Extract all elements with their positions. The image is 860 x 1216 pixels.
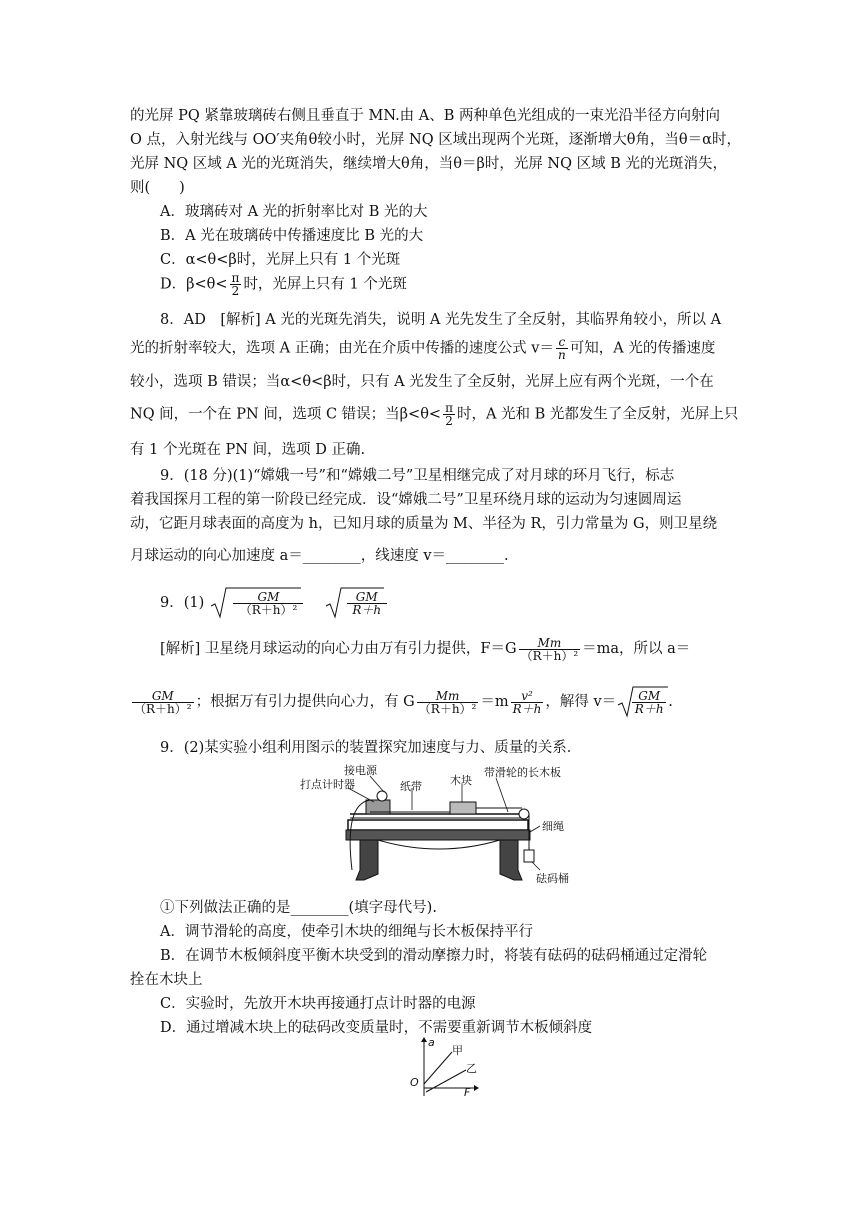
q8-stem-line-3: 光屏 NQ 区域 A 光的光斑消失，继续增大θ角，当θ＝β时，光屏 NQ 区域 B 光的光斑消失， xyxy=(130,156,727,172)
label-rope: 细绳 xyxy=(542,820,564,833)
q9-explanation-text: ＝m xyxy=(480,694,509,710)
q8-answer-text-cont: 时，A 光和 B 光都发生了全反射，光屏上只 xyxy=(456,406,739,423)
q8-answer-line-2 xyxy=(130,336,730,361)
label-bucket: 砝码桶 xyxy=(536,872,569,885)
fraction-denominator: （R＋h）² xyxy=(418,701,477,716)
q8-stem-line-1: 的光屏 PQ 紧靠玻璃砖右侧且垂直于 MN.由 A、B 两种单色光组成的一束光沿半径方向射向 xyxy=(130,108,721,124)
fraction-numerator: Mm xyxy=(417,690,479,703)
gm-over-rh2-fraction xyxy=(233,591,303,616)
fraction-numerator: GM xyxy=(233,591,303,604)
fraction-numerator: π xyxy=(231,271,240,285)
fraction-numerator: GM xyxy=(132,690,194,703)
q8-option-d-prefix: D．β<θ< xyxy=(160,276,228,293)
gm-over-rh-fraction xyxy=(632,690,666,715)
axis-label-f: F xyxy=(464,1086,471,1099)
line-label-jia: 甲 xyxy=(452,1044,463,1057)
fraction-numerator: Mm xyxy=(519,637,581,650)
fraction-denominator: （R＋h）² xyxy=(239,602,298,617)
q8-answer-line-5: 有 1 个光斑在 PN 间，选项 D 正确. xyxy=(130,442,366,458)
mm-over-rh2-fraction xyxy=(519,637,581,662)
q9-explanation-period: . xyxy=(668,694,673,710)
q9-2-option-a: A．调节滑轮的高度，使牵引木块的细绳与长木板保持平行 xyxy=(160,924,533,940)
fraction-numerator: v² xyxy=(511,690,544,703)
fraction-denominator: R＋h xyxy=(634,701,664,716)
q8-answer-line-3: 较小，选项 B 错误；当α<θ<β时，只有 A 光发生了全反射，光屏上应有两个光斑，一个在 xyxy=(130,374,714,390)
q8-answer-text-cont: 可知，A 光的传播速度 xyxy=(569,340,716,357)
axis-label-a: a xyxy=(428,1036,435,1049)
fraction-denominator: R＋h xyxy=(352,602,382,617)
fraction-numerator: GM xyxy=(632,690,666,703)
q9-explanation-text: ，解得 v＝ xyxy=(545,694,617,710)
q9-answer xyxy=(160,586,760,620)
q9-answer-label: 9．(1) xyxy=(160,595,205,611)
a-f-graph xyxy=(404,1036,484,1100)
fraction-numerator: c xyxy=(556,336,568,349)
q8-answer-text: 光的折射率较大，选项 A 正确；由光在介质中传播的速度公式 v＝ xyxy=(130,340,554,357)
q9-explanation-text: ；根据万有引力提供向心力，有 G xyxy=(195,694,415,710)
q9-2-option-d: D．通过增减木块上的砝码改变质量时，不需要重新调节木板倾斜度 xyxy=(160,1020,593,1036)
label-tape: 纸带 xyxy=(400,780,422,793)
q8-option-b: B．A 光在玻璃砖中传播速度比 B 光的大 xyxy=(160,228,424,244)
q8-stem-line-4: 则( ) xyxy=(130,180,185,196)
line-label-yi: 乙 xyxy=(466,1062,477,1075)
v2-over-rh-fraction xyxy=(511,690,544,715)
q8-stem-line-2: O 点，入射光线与 OO′夹角θ较小时，光屏 NQ 区域出现两个光斑，逐渐增大θ角，当θ＝α时， xyxy=(130,132,741,148)
q9-explanation-text: [解析] 卫星绕月球运动的向心力由万有引力提供，F＝G xyxy=(160,641,517,657)
label-timer: 打点计时器 xyxy=(300,778,355,791)
q8-answer-text: NQ 间，一个在 PN 间，选项 C 错误；当β<θ< xyxy=(130,406,442,423)
q9-stem-line-2: 着我国探月工程的第一阶段已经完成．设“嫦娥二号”卫星环绕月球的运动为匀速圆周运 xyxy=(130,492,682,508)
q8-option-d xyxy=(160,272,760,297)
fraction-numerator: GM xyxy=(347,591,387,604)
q8-option-c: C．α<θ<β时，光屏上只有 1 个光斑 xyxy=(160,252,401,268)
q8-option-a: A．玻璃砖对 A 光的折射率比对 B 光的大 xyxy=(160,204,428,220)
q9-2-question: ①下列做法正确的是________(填字母代号). xyxy=(160,900,437,916)
q9-explanation-line-1 xyxy=(160,632,760,666)
fraction-denominator: 2 xyxy=(445,414,453,428)
label-power: 接电源 xyxy=(344,764,377,777)
q9-stem-line-3: 动，它距月球表面的高度为 h，已知月球的质量为 M、半径为 R，引力常量为 G，则卫星绕 xyxy=(130,516,718,532)
q9-explanation-text-cont: ＝ma，所以 a＝ xyxy=(582,641,691,657)
label-block: 木块 xyxy=(450,774,472,787)
q9-2-option-c: C．实验时，先放开木块再接通打点计时器的电源 xyxy=(160,996,476,1012)
mm-over-rh2-fraction xyxy=(417,690,479,715)
pi-over-2-fraction xyxy=(230,272,242,297)
q9-explanation-line-2 xyxy=(130,684,730,720)
q8-option-d-suffix: 时，光屏上只有 1 个光斑 xyxy=(243,276,407,293)
fraction-denominator: 2 xyxy=(231,284,240,298)
fraction-numerator: π xyxy=(445,401,453,415)
gm-over-rh2-fraction xyxy=(132,690,194,715)
q8-answer-line-1: 8．AD [解析] A 光的光斑先消失，说明 A 光先发生了全反射，其临界角较小，所以 A xyxy=(160,312,722,328)
c-over-n-fraction xyxy=(556,336,568,361)
fraction-denominator: R＋h xyxy=(512,701,542,716)
q9-2-option-b-cont: 拴在木块上 xyxy=(130,972,203,988)
gm-over-rh-fraction xyxy=(347,591,387,616)
q9-2-stem: 9．(2)某实验小组利用图示的装置探究加速度与力、质量的关系． xyxy=(160,740,582,756)
apparatus-figure xyxy=(300,762,580,886)
q9-2-option-b: B．在调节木板倾斜度平衡木块受到的滑动摩擦力时，将装有砝码的砝码桶通过定滑轮 xyxy=(160,948,708,964)
fraction-denominator: （R＋h）² xyxy=(134,701,192,716)
q8-answer-line-4 xyxy=(130,401,739,428)
fraction-denominator: （R＋h）² xyxy=(520,648,579,663)
q9-stem-line-4: 月球运动的向心加速度 a＝________，线速度 v＝________. xyxy=(130,548,509,564)
label-board: 带滑轮的长木板 xyxy=(484,766,561,779)
q9-stem-line-1: 9．(18 分)(1)“嫦娥一号”和“嫦娥二号”卫星相继完成了对月球的环月飞行，标志 xyxy=(160,468,675,484)
pi-over-2-fraction xyxy=(443,402,455,427)
origin-label: O xyxy=(410,1076,419,1089)
fraction-denominator: n xyxy=(558,348,566,362)
